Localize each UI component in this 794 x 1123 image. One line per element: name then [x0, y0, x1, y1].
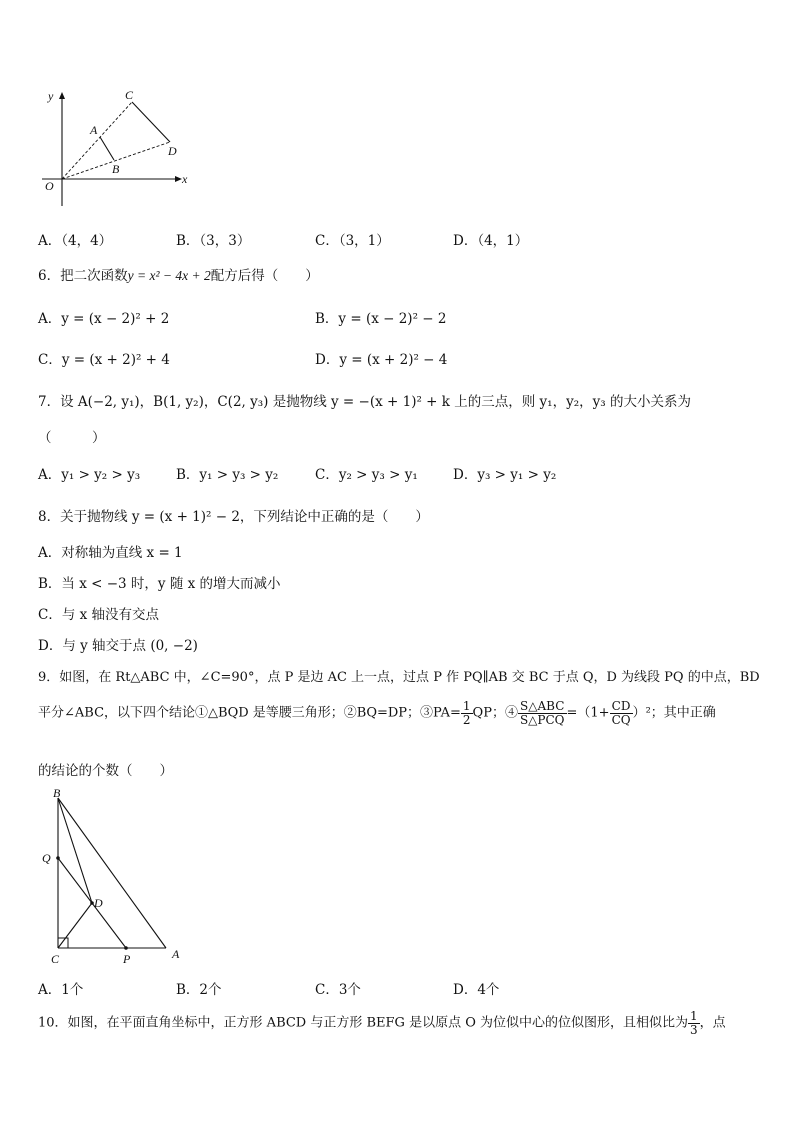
q9-option-c[interactable]: C．3个	[315, 982, 361, 998]
q7-option-a[interactable]: A．y₁ > y₂ > y₃	[38, 467, 141, 483]
label-b: B	[53, 786, 61, 800]
label-q: Q	[42, 851, 51, 865]
q5-option-c[interactable]: C．（3，1）	[315, 233, 390, 249]
segment-ab	[100, 137, 114, 160]
segment-cd	[132, 102, 170, 142]
q6-option-c[interactable]: C．y = (x + 2)² + 4	[38, 352, 170, 368]
q9-frac2-den: S△PCQ	[519, 712, 565, 727]
label-a: A	[172, 947, 180, 961]
q6-option-d[interactable]: D．y = (x + 2)² − 4	[315, 352, 448, 368]
q8-option-d[interactable]: D．与 y 轴交于点 (0, −2)	[38, 638, 198, 654]
label-a: A	[90, 123, 98, 137]
x-axis-arrow-icon	[175, 176, 182, 182]
q7-stem: 7．设 A(−2, y₁)，B(1, y₂)，C(2, y₃) 是抛物线 y = −(x + 1)² + k 上的三点，则 y₁，y₂，y₃ 的大小关系为	[38, 394, 691, 410]
q9-frac3-num: CD	[610, 700, 633, 714]
q8-stem: 8．关于抛物线 y = (x + 1)² − 2，下列结论中正确的是（ ）	[38, 509, 429, 525]
label-d: D	[94, 896, 103, 910]
y-axis-arrow-icon	[59, 92, 65, 99]
segment-ab	[58, 798, 166, 948]
label-y: y	[48, 89, 54, 103]
q6-stem-expr: y = x² − 4x + 2	[127, 268, 211, 283]
q10-text-a: 10．如图，在平面直角坐标中，正方形 ABCD 与正方形 BEFG 是以原点 O 为位似中心的位似图形，且相似比为	[38, 1015, 688, 1031]
q9-option-a[interactable]: A．1个	[38, 982, 84, 998]
label-c: C	[125, 88, 134, 102]
q9-fraction-half	[461, 700, 473, 726]
q6-option-a[interactable]: A．y = (x − 2)² + 2	[38, 311, 170, 327]
label-d: D	[168, 144, 177, 158]
point-q	[56, 856, 60, 860]
q10-frac-den: 3	[690, 1022, 698, 1037]
q6-stem	[38, 264, 319, 284]
q9-line3: 的结论的个数（ ）	[38, 763, 173, 779]
q9-line2-c: =（1+	[566, 705, 610, 721]
q9-frac2-num: S△ABC	[518, 700, 567, 714]
q9-line2-d: ）²；其中正确	[632, 705, 716, 721]
label-b: B	[112, 162, 120, 176]
q9-line2-a: 平分∠ABC，以下四个结论①△BQD 是等腰三角形；②BQ=DP；③PA=	[38, 705, 461, 721]
q7-option-d[interactable]: D．y₃ > y₁ > y₂	[453, 467, 557, 483]
q8-option-c[interactable]: C．与 x 轴没有交点	[38, 607, 160, 623]
q9-option-d[interactable]: D．4个	[453, 982, 500, 998]
label-o: O	[45, 179, 54, 193]
point-p	[124, 946, 128, 950]
q9-option-b[interactable]: B．2个	[176, 982, 222, 998]
q6-stem-prefix: 6．把二次函数	[38, 268, 128, 284]
q10-text-b: ，点	[699, 1015, 726, 1031]
q9-line1: 9．如图，在 Rt△ABC 中，∠C=90°，点 P 是边 AC 上一点，过点 P 作 PQ∥AB 交 BC 于点 Q，D 为线段 PQ 的中点，BD	[38, 670, 760, 685]
q5-option-d[interactable]: D．（4，1）	[453, 233, 529, 249]
q7-paren: （ ）	[38, 430, 106, 446]
q8-option-b[interactable]: B．当 x < −3 时，y 随 x 的增大而减小	[38, 576, 281, 592]
q10-fraction	[688, 1010, 700, 1036]
q9-line2-b: QP；④	[472, 705, 518, 721]
label-p: P	[123, 952, 131, 966]
q9-frac1-den: 2	[462, 712, 471, 727]
q9-line2	[38, 700, 716, 726]
q7-option-b[interactable]: B．y₁ > y₃ > y₂	[176, 467, 279, 483]
q6-option-b[interactable]: B．y = (x − 2)² − 2	[315, 311, 447, 327]
triangle-figure	[36, 784, 196, 970]
label-c: C	[51, 952, 60, 966]
q9-fraction-cd-cq	[610, 700, 633, 726]
q8-option-a[interactable]: A．对称轴为直线 x = 1	[38, 545, 183, 561]
q10-frac-num: 1	[690, 1009, 698, 1023]
q10-stem	[38, 1010, 726, 1036]
q9-frac1-num: 1	[462, 699, 471, 713]
coordinate-figure	[36, 86, 196, 212]
q6-stem-suffix: 配方后得（ ）	[210, 268, 319, 284]
label-x: x	[182, 172, 188, 186]
segment-cd	[58, 903, 92, 948]
q5-option-b[interactable]: B．（3，3）	[176, 233, 251, 249]
q7-option-c[interactable]: C．y₂ > y₃ > y₁	[315, 467, 418, 483]
q9-frac3-den: CQ	[611, 712, 631, 727]
q5-option-a[interactable]: A．（4，4）	[38, 233, 113, 249]
q9-fraction-area	[518, 700, 567, 726]
segment-bd	[58, 798, 92, 903]
